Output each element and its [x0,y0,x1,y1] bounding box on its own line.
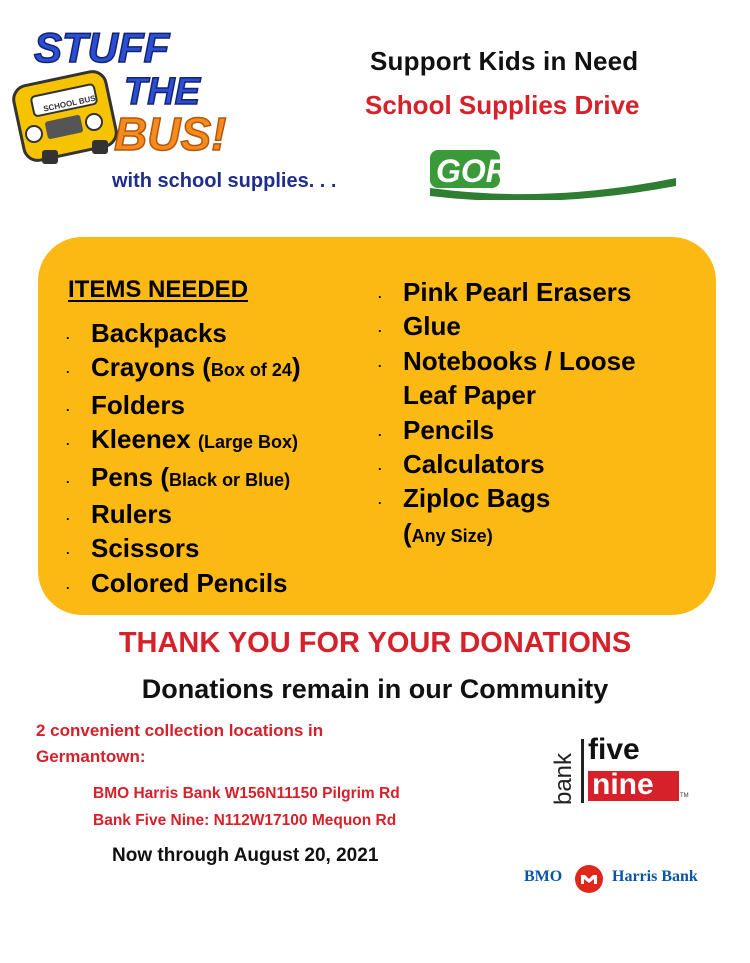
list-item: . Pencils [378,414,495,445]
bullet: . [378,320,382,336]
logo-divider [581,739,584,803]
bullet: . [66,576,70,592]
school-bus-icon [12,69,119,164]
list-item: . Calculators [378,449,545,480]
headline-support: Support Kids in Need [370,46,639,76]
bullet: . [66,327,70,342]
list-item: . Backpacks [66,318,227,348]
bullet: . [66,398,70,414]
locations-intro: 2 convenient collection locations in Germantown: [36,721,324,766]
list-item: . Glue [378,311,461,342]
logo-bank-text: bank [550,752,577,806]
logo-word-the: THE [124,71,200,113]
bullet: . [378,492,382,508]
bullet: . [378,423,382,439]
list-item: . Colored Pencils [66,567,288,598]
logo-word-bus: BUS! [114,108,227,160]
list-item-continuation: (Any Size) [403,517,493,548]
trademark-mark: TM [680,793,689,799]
bus-sign-text: SCHOOL BUS [42,93,97,114]
list-item: . Crayons (Box of 24) [66,352,301,383]
bullet: . [66,433,70,449]
bullet: . [66,508,70,524]
logo-word-stuff: STUFF [34,24,170,71]
bank-five-nine-logo [548,733,689,807]
address-bmo: BMO Harris Bank W156N11150 Pilgrim Rd [93,785,400,802]
logo-five-text: five [588,733,640,766]
headline-drive: School Supplies Drive [365,90,640,120]
bmo-roundel-icon [574,864,604,894]
riteway-logo-text: GORITEWAY [436,153,630,189]
bullet: . [378,354,382,370]
list-item: . Rulers [66,499,172,530]
subline-school-supplies: with school supplies. . . [112,170,337,192]
items-list-left [64,316,301,600]
bullet: . [66,361,70,377]
list-item: . Ziploc Bags [378,483,551,514]
items-needed-title: ITEMS NEEDED [68,276,249,303]
logo-nine-text: nine [592,768,654,801]
bullet: . [66,470,70,486]
list-item: . Kleenex (Large Box) [66,424,298,455]
items-list-right [376,275,636,553]
thank-you-heading: THANK YOU FOR YOUR DONATIONS [118,627,632,659]
bullet: . [378,286,382,301]
list-item: . Scissors [66,533,200,564]
bmo-text: BMO [524,868,563,885]
drive-dates: Now through August 20, 2021 [112,845,379,866]
address-bank-five-nine: Bank Five Nine: N112W17100 Mequon Rd [93,812,397,829]
list-item: . Folders [66,389,185,420]
list-item: . Pens (Black or Blue) [66,461,291,492]
bullet: . [66,542,70,558]
list-item: . Notebooks / Loose [378,345,636,376]
stuff-the-bus-logo [12,22,262,172]
list-item: . Pink Pearl Erasers [378,277,632,307]
community-heading: Donations remain in our Community [141,674,609,704]
bmo-harris-logo [524,864,724,894]
goriteway-logo [428,144,678,200]
bullet: . [378,458,382,474]
list-item-continuation: Leaf Paper [403,380,536,411]
harris-bank-text: Harris Bank [612,868,698,885]
